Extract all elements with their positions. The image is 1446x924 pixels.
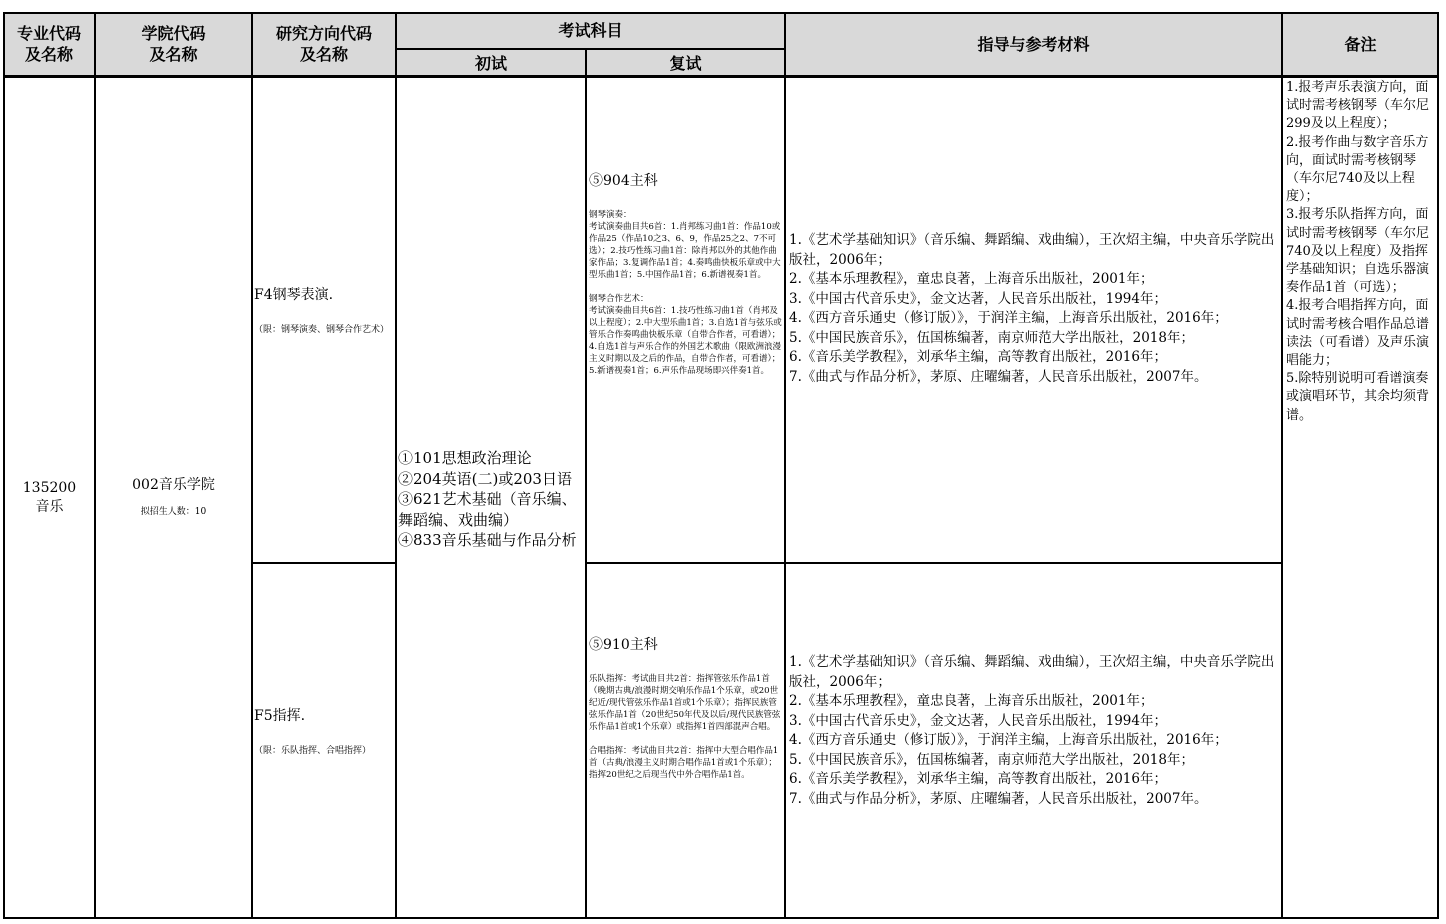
retest-cell — [589, 636, 784, 781]
major-code: 135200 — [22, 479, 77, 496]
col-divider — [395, 12, 397, 919]
row-divider — [252, 562, 396, 564]
direction-name: F4钢琴表演. — [254, 287, 334, 303]
retest-title: ⑤904主科 — [589, 173, 658, 189]
direction-name: F5指挥. — [254, 708, 306, 724]
direction-cell — [254, 286, 394, 337]
college-quota: 拟招生人数：10 — [140, 507, 207, 518]
header-direction: 研究方向代码 及名称 — [275, 24, 372, 64]
header-subjects: 考试科目 — [558, 20, 623, 40]
major-cell — [5, 78, 94, 917]
header-retest: 复试 — [669, 53, 702, 73]
retest-detail: 钢琴合作艺术： 考试演奏曲目共6首：1.技巧性练习曲1首（肖邦及以上程度）；2.中大型乐曲1首；3.自选1首与弦乐或管乐合作奏鸣曲快板乐章（自带合作者，可看谱）；4.自选1首与声乐合作的外国艺术歌曲（限欧洲浪漫主义时期以及之后的作品，自带合作者，可看谱）；5.新谱视奏1首；6.声乐作品现场即兴伴奏1首。 — [589, 294, 782, 376]
direction-cell — [254, 707, 394, 758]
direction-limit: （限：钢琴演奏、钢琴合作艺术） — [254, 325, 390, 335]
retest-detail: 乐队指挥：考试曲目共2首：指挥管弦乐作品1首（晚期古典/浪漫时期交响乐作品1个乐章，或20世纪近/现代管弦乐作品1首或1个乐章）；指挥民族管弦乐作品1首（20世纪50年代及以后/现代民族管弦乐作品1首或1个乐章）或指挥1首四部混声合唱。 — [589, 674, 781, 732]
college-cell — [96, 78, 251, 917]
direction-limit: （限：乐队指挥、合唱指挥） — [254, 746, 372, 756]
references-list: 1.《艺术学基础知识》（音乐编、舞蹈编、戏曲编），王次炤主编，中央音乐学院出版社，2006年； 2.《基本乐理教程》，童忠良著，上海音乐出版社，2001年； 3.《中国古代音乐史》，金文达著，人民音乐出版社，1994年； 4.《西方音乐通史（修订版）》，于润洋主编，上海音乐出版社，2016年； 5.《中国民族音乐》，伍国栋编著，南京师范大学出版社，2018年； 6.《音乐美学教程》，刘承华主编，高等教育出版社，2016年； 7.《曲式与作品分析》，茅原、庄曜编著，人民音乐出版社，2007年。 — [789, 654, 1275, 807]
subjects-divider — [396, 48, 785, 50]
retest-cell — [589, 172, 784, 377]
header-major: 专业代码 及名称 — [16, 24, 81, 64]
references-list: 1.《艺术学基础知识》（音乐编、舞蹈编、戏曲编），王次炤主编，中央音乐学院出版社，2006年； 2.《基本乐理教程》，童忠良著，上海音乐出版社，2001年； 3.《中国古代音乐史》，金文达著，人民音乐出版社，1994年； 4.《西方音乐通史（修订版）》，于润洋主编，上海音乐出版社，2016年； 5.《中国民族音乐》，伍国栋编著，南京师范大学出版社，2018年； 6.《音乐美学教程》，刘承华主编，高等教育出版社，2016年； 7.《曲式与作品分析》，茅原、庄曜编著，人民音乐出版社，2007年。 — [789, 232, 1275, 385]
table-border-right — [1437, 12, 1439, 919]
remarks-text: 1.报考声乐表演方向，面试时需考核钢琴（车尔尼299及以上程度）； 2.报考作曲与数字音乐方向，面试时需考核钢琴（车尔尼740及以上程度）； 3.报考乐队指挥方向，面试时需考核钢琴（车尔尼740及以上程度）及指挥学基础知识；自选乐器演奏作品1首（可选）； 4.报考合唱指挥方向，面试时需考核合唱作品总谱读法（可看谱）及声乐演唱能力； 5.除特别说明可看谱演奏或演唱环节，其余均须背谱。 — [1286, 80, 1430, 423]
retest-detail: 钢琴演奏： 考试演奏曲目共6首：1.肖邦练习曲1首：作品10或作品25（作品10之3、6、9，作品25之2、7不可选）；2.技巧性练习曲1首：除肖邦以外的其他作曲家作品；3.复调作品1首；4.奏鸣曲快板乐章或中大型乐曲1首；5.中国作品1首；6.新谱视奏1首。 — [589, 210, 781, 280]
col-divider — [251, 12, 253, 919]
header-remarks: 备注 — [1344, 34, 1377, 54]
col-divider — [1281, 12, 1283, 919]
header-references: 指导与参考材料 — [977, 34, 1090, 54]
major-name: 音乐 — [35, 498, 64, 515]
first-exam-subjects: ①101思想政治理论 ②204英语(二)或203日语 ③621艺术基础（音乐编、舞蹈编、戏曲编） ④833音乐基础与作品分析 — [398, 449, 577, 549]
header-college: 学院代码 及名称 — [141, 24, 206, 64]
row-divider — [586, 562, 1282, 564]
table-border-bottom — [3, 917, 1439, 919]
col-divider — [784, 12, 786, 919]
retest-detail: 合唱指挥：考试曲目共2首：指挥中大型合唱作品1首（古典/浪漫主义时期合唱作品1首或1个乐章）；指挥20世纪之后现当代中外合唱作品1首。 — [589, 746, 779, 780]
header-first-exam: 初试 — [474, 53, 507, 73]
college-name: 002音乐学院 — [132, 477, 215, 494]
retest-title: ⑤910主科 — [589, 637, 658, 653]
table-border-top — [3, 12, 1439, 14]
